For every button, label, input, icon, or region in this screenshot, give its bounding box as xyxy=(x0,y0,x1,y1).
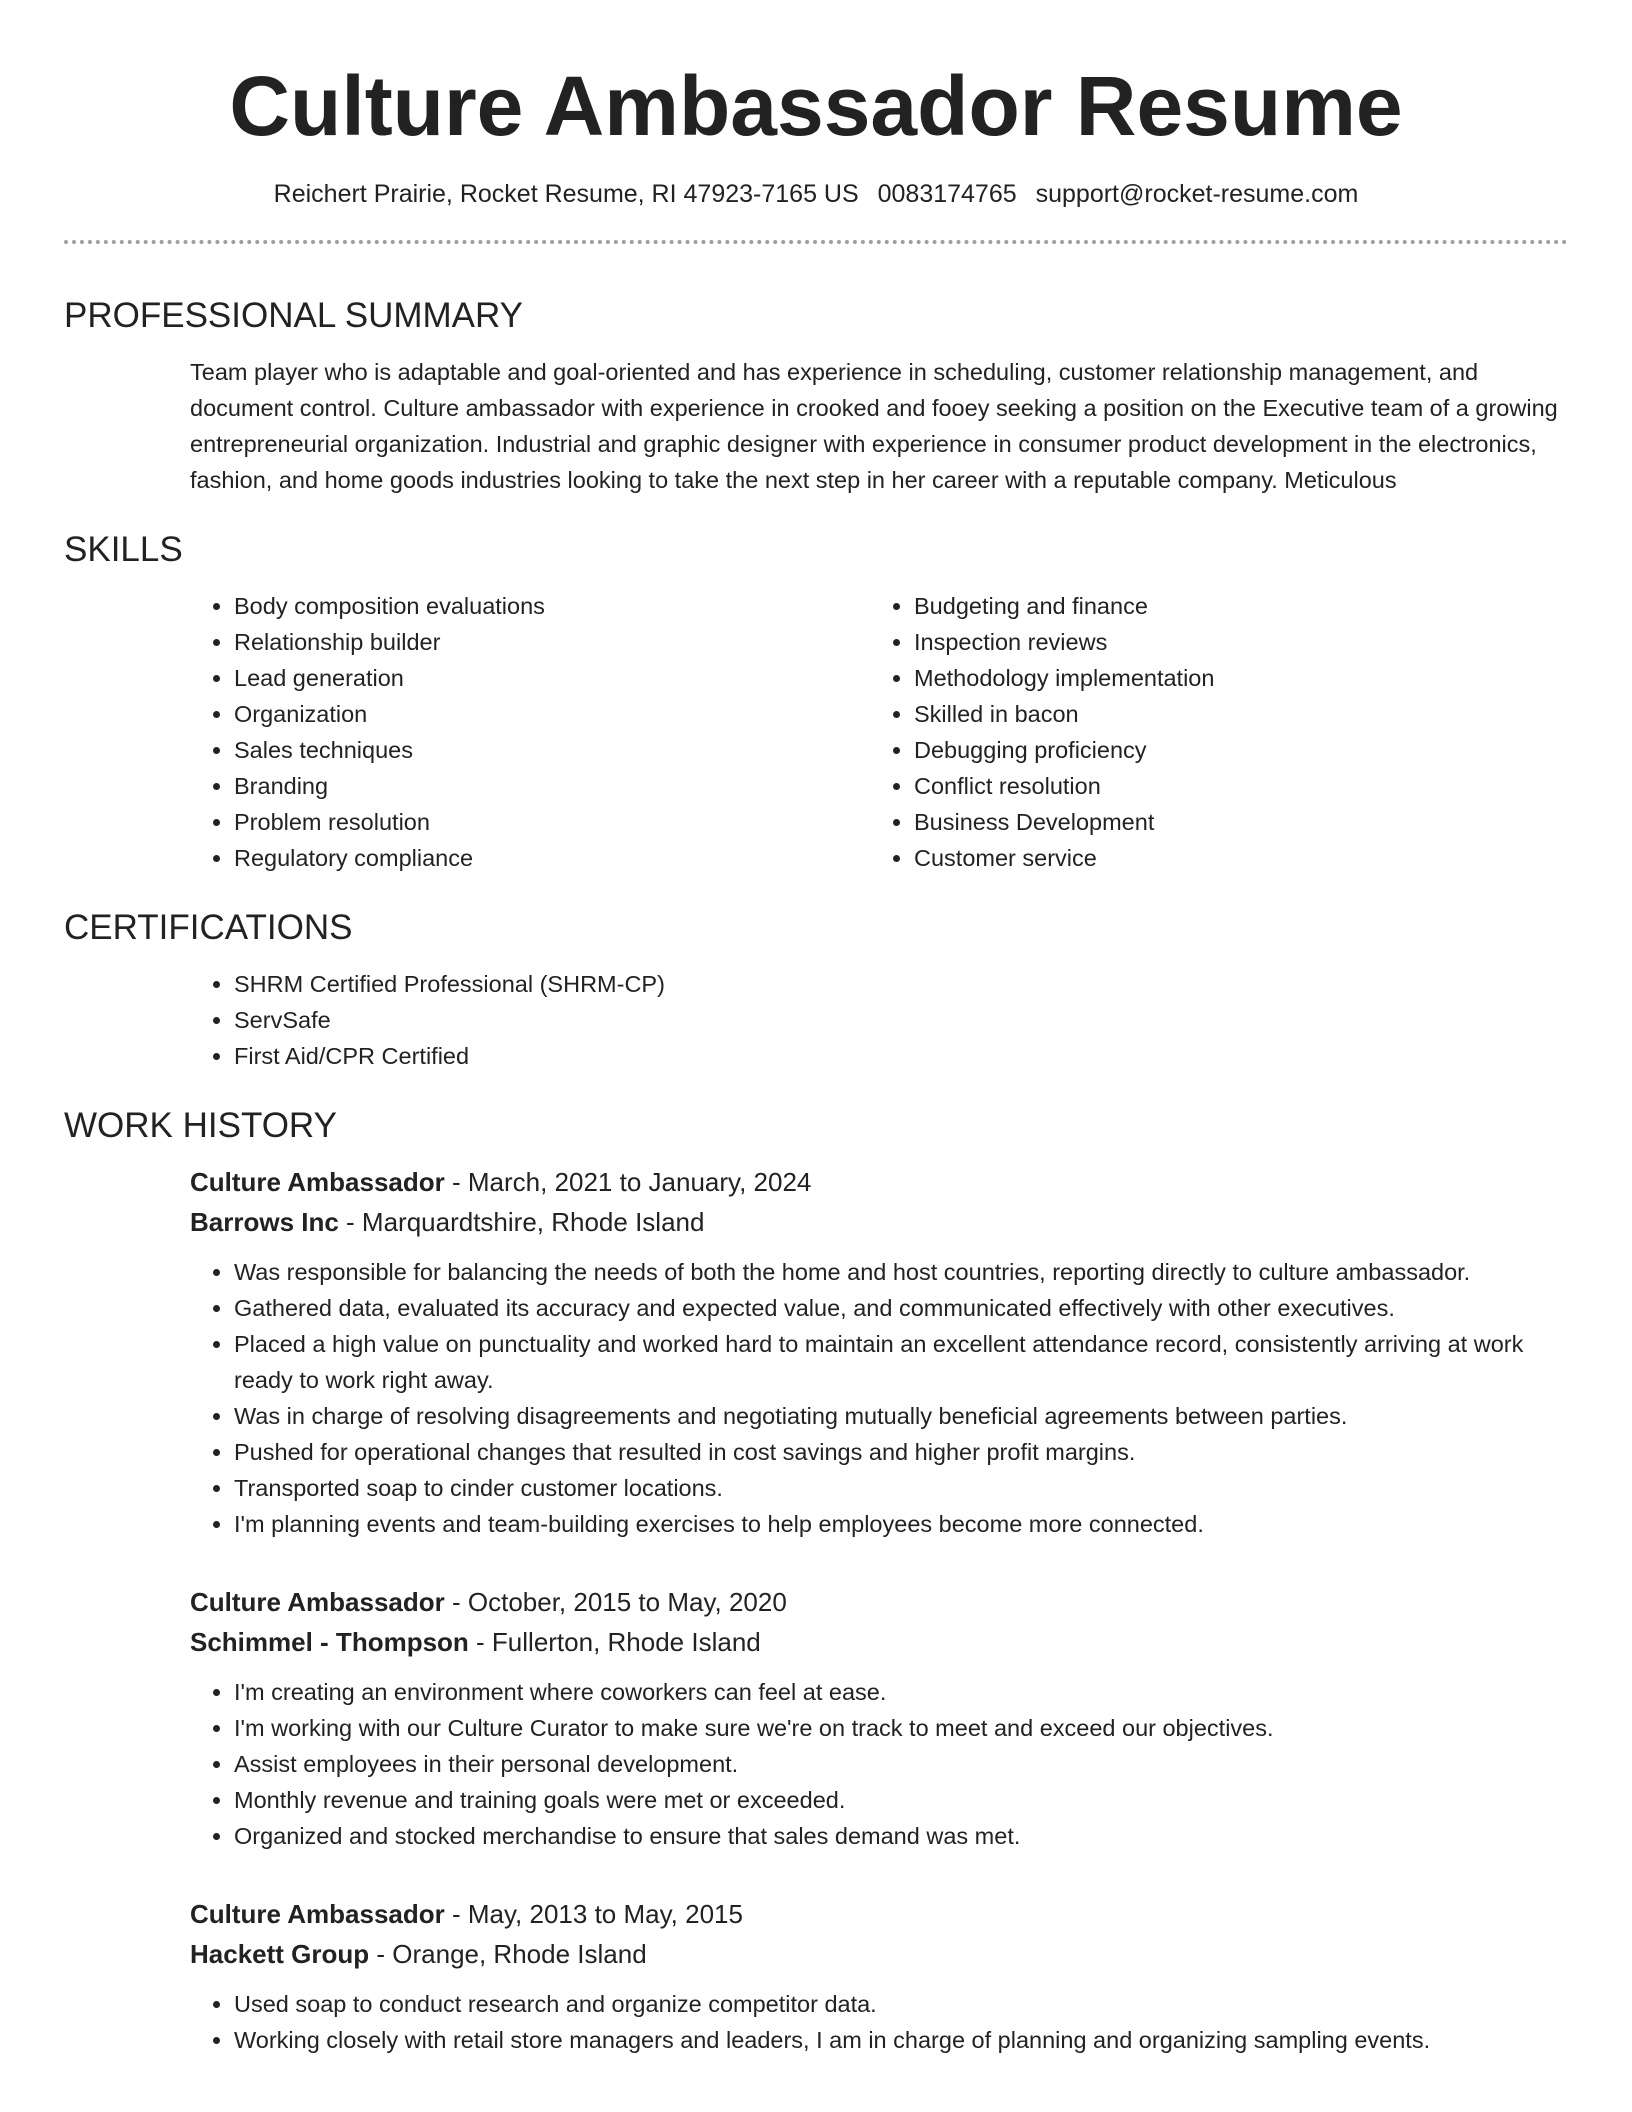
job-location: - Fullerton, Rhode Island xyxy=(468,1627,761,1657)
skill-item: • Business Development xyxy=(914,804,1550,840)
skills-section xyxy=(64,528,1568,876)
job-company: Hackett Group xyxy=(190,1939,370,1969)
work-history-section xyxy=(64,1104,1568,2058)
job-company-line xyxy=(190,1934,1568,1974)
job-company: Barrows Inc xyxy=(190,1207,339,1237)
contact-line xyxy=(64,176,1568,212)
resume-title: Culture Ambassador Resume xyxy=(229,59,1403,153)
certification-item: • ServSafe xyxy=(234,1002,1568,1038)
section-heading-certifications: CERTIFICATIONS xyxy=(64,908,353,947)
skill-item: • Lead generation xyxy=(234,660,870,696)
job-entry xyxy=(190,1894,1568,2058)
job-bullet: • Transported soap to cinder customer locations. xyxy=(234,1470,1568,1506)
certifications-section xyxy=(64,906,1568,1074)
job-location: - Orange, Rhode Island xyxy=(369,1939,647,1969)
job-title: Culture Ambassador xyxy=(190,1899,445,1929)
certification-item: • First Aid/CPR Certified xyxy=(234,1038,1568,1074)
skill-item: • Problem resolution xyxy=(234,804,870,840)
skill-item: • Body composition evaluations xyxy=(234,588,870,624)
skill-item: • Regulatory compliance xyxy=(234,840,870,876)
summary-text: Team player who is adaptable and goal-oriented and has experience in scheduling, customer relationship management, and document control. Culture ambassador with experience in crooked and fooey seeking a position on the Executive team of a growing entrepreneurial organization. Industrial and graphic designer with experience in consumer product development in the electronics, fashion, and home goods industries looking to take the next step in her career with a reputable company. Meticulous xyxy=(190,359,1558,493)
skills-column-left xyxy=(190,588,870,876)
section-heading-skills: SKILLS xyxy=(64,530,183,569)
skill-item: • Organization xyxy=(234,696,870,732)
job-bullet: • Placed a high value on punctuality and worked hard to maintain an excellent attendance record, consistently arriving at work ready to work right away. xyxy=(234,1326,1568,1398)
job-bullet: • Was responsible for balancing the needs of both the home and host countries, reporting directly to culture ambassador. xyxy=(234,1254,1568,1290)
job-bullet: • Gathered data, evaluated its accuracy and expected value, and communicated effectively with other executives. xyxy=(234,1290,1568,1326)
job-title-line xyxy=(190,1894,1568,1934)
section-heading-summary: PROFESSIONAL SUMMARY xyxy=(64,296,523,335)
job-bullets xyxy=(190,1254,1568,1542)
skill-item: • Relationship builder xyxy=(234,624,870,660)
skill-item: • Debugging proficiency xyxy=(914,732,1550,768)
job-entry xyxy=(190,1582,1568,1854)
skill-item: • Customer service xyxy=(914,840,1550,876)
job-title: Culture Ambassador xyxy=(190,1587,445,1617)
job-bullets xyxy=(190,1986,1568,2058)
skill-item: • Budgeting and finance xyxy=(914,588,1550,624)
job-bullet: • I'm planning events and team-building exercises to help employees become more connected. xyxy=(234,1506,1568,1542)
job-bullet: • Organized and stocked merchandise to ensure that sales demand was met. xyxy=(234,1818,1568,1854)
work-history-body xyxy=(190,1162,1568,2058)
job-title-line xyxy=(190,1582,1568,1622)
job-bullet: • I'm working with our Culture Curator to make sure we're on track to meet and exceed our objectives. xyxy=(234,1710,1568,1746)
job-company: Schimmel - Thompson xyxy=(190,1627,469,1657)
skills-column-right xyxy=(870,588,1550,876)
skills-grid xyxy=(190,588,1568,876)
job-bullet: • Was in charge of resolving disagreements and negotiating mutually beneficial agreements between parties. xyxy=(234,1398,1568,1434)
professional-summary-section xyxy=(64,294,1568,498)
skill-item: • Branding xyxy=(234,768,870,804)
job-bullet: • I'm creating an environment where coworkers can feel at ease. xyxy=(234,1674,1568,1710)
skill-item: • Conflict resolution xyxy=(914,768,1550,804)
job-entry xyxy=(190,1162,1568,1542)
job-bullets xyxy=(190,1674,1568,1854)
header-divider xyxy=(64,240,1568,244)
contact-email: support@rocket-resume.com xyxy=(1035,180,1359,208)
summary-body xyxy=(190,354,1568,498)
job-company-line xyxy=(190,1622,1568,1662)
skill-item: • Methodology implementation xyxy=(914,660,1550,696)
job-bullet: • Assist employees in their personal development. xyxy=(234,1746,1568,1782)
certification-item: • SHRM Certified Professional (SHRM-CP) xyxy=(234,966,1568,1002)
skill-item: • Inspection reviews xyxy=(914,624,1550,660)
certifications-body xyxy=(190,966,1568,1074)
certifications-list xyxy=(190,966,1568,1074)
section-heading-work-history: WORK HISTORY xyxy=(64,1106,337,1145)
contact-phone: 0083174765 xyxy=(877,180,1017,208)
job-dates: - October, 2015 to May, 2020 xyxy=(444,1587,787,1617)
skill-item: • Sales techniques xyxy=(234,732,870,768)
skills-list-right xyxy=(870,588,1550,876)
job-title: Culture Ambassador xyxy=(190,1167,445,1197)
skills-list-left xyxy=(190,588,870,876)
job-bullet: • Working closely with retail store managers and leaders, I am in charge of planning and organizing sampling events. xyxy=(234,2022,1568,2058)
job-bullet: • Monthly revenue and training goals were met or exceeded. xyxy=(234,1782,1568,1818)
contact-address: Reichert Prairie, Rocket Resume, RI 47923-7165 US xyxy=(273,180,859,208)
skill-item: • Skilled in bacon xyxy=(914,696,1550,732)
job-bullet: • Pushed for operational changes that resulted in cost savings and higher profit margins. xyxy=(234,1434,1568,1470)
job-dates: - March, 2021 to January, 2024 xyxy=(444,1167,812,1197)
job-bullet: • Used soap to conduct research and organize competitor data. xyxy=(234,1986,1568,2022)
job-company-line xyxy=(190,1202,1568,1242)
job-location: - Marquardtshire, Rhode Island xyxy=(338,1207,705,1237)
job-dates: - May, 2013 to May, 2015 xyxy=(444,1899,743,1929)
job-title-line xyxy=(190,1162,1568,1202)
